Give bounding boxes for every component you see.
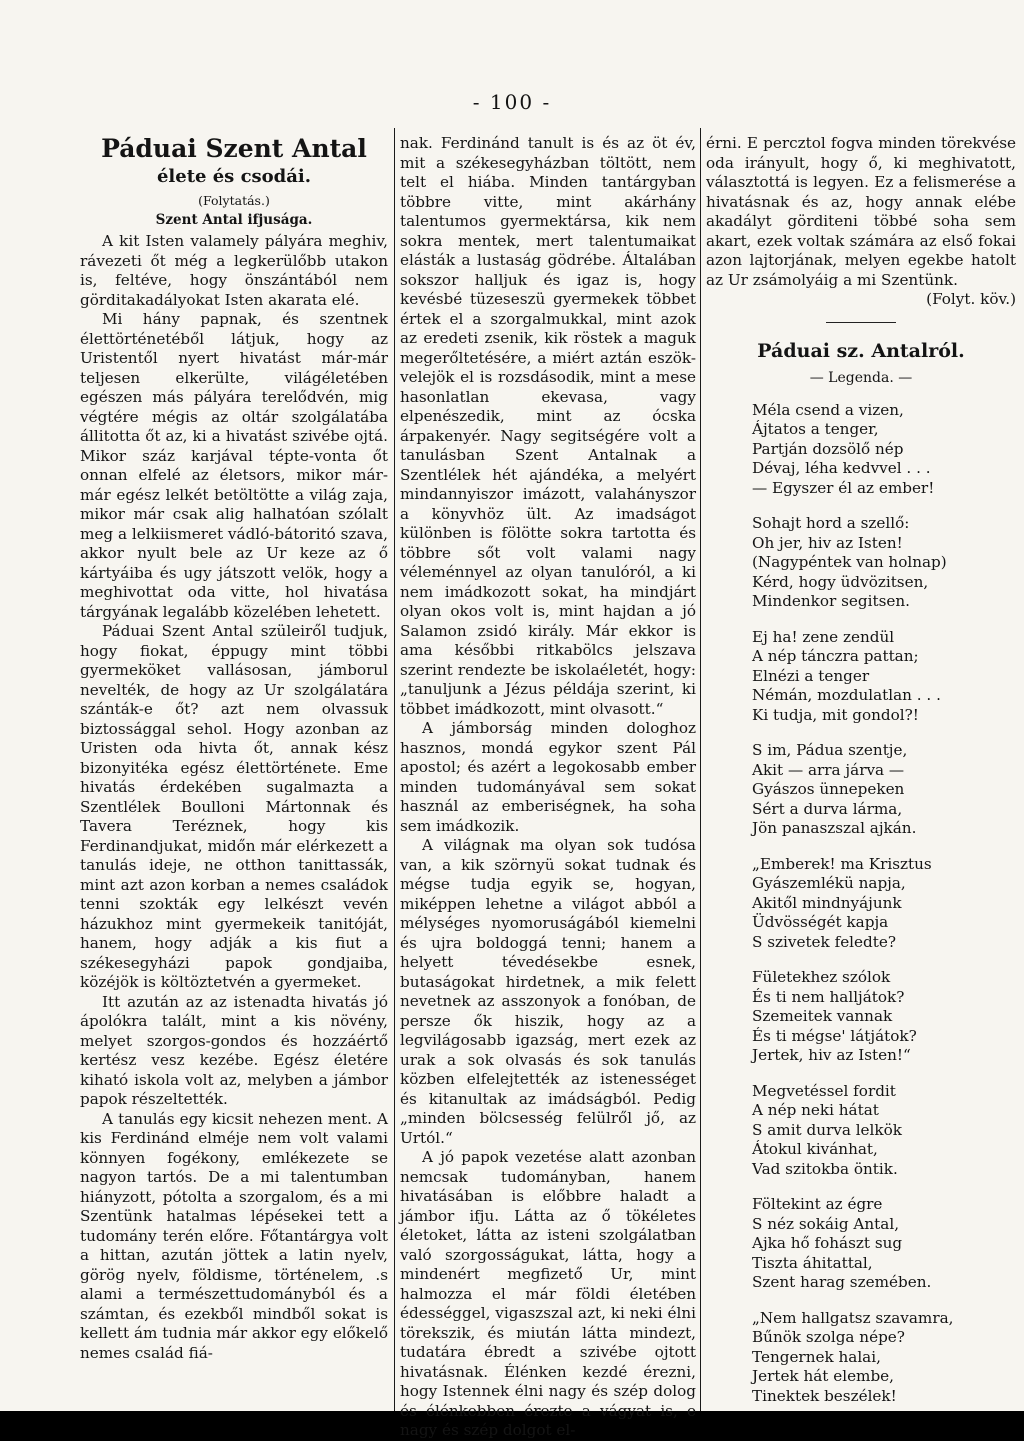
column-2 (400, 134, 696, 1441)
poem-line: Némán, mozdulatlan . . . (752, 686, 941, 704)
poem-stanza (752, 1309, 1016, 1407)
poem-stanza (752, 401, 1016, 499)
poem-line: Tinektek beszélek! (752, 1386, 897, 1405)
column-rule (394, 128, 395, 1411)
paragraph: A kit Isten valamely pályára meghiv, rávezeti őt még a legkerülőbb utakon is, feltéve, hogy önszántából nem görditakadályokat Isten akarata elé. (80, 232, 388, 309)
poem-line: Dévaj, léha kedvvel . . . (752, 459, 931, 477)
poem-stanza (752, 855, 1016, 953)
poem-line: A nép tánczra pattan; (752, 647, 919, 665)
poem-line: Sohajt hord a szellő: (752, 514, 910, 532)
poem-line: Vad szitokba öntik. (752, 1159, 898, 1178)
poem-line: Oh jer, hiv az Isten! (752, 533, 903, 552)
article-title: Páduai Szent Antal (101, 134, 367, 163)
poem-line: Tengernek halai, (752, 1347, 881, 1366)
section-divider (826, 322, 896, 323)
paragraph: Mi hány papnak, és szentnek élettörténetéből látjuk, hogy az Uristentől nyert hivatást már-már teljesen elkerülte, világéletében egészen más pályára terelődvén, mig végtére mégis az oltár szolgálatába állitotta őt az, ki a hivatást szivébe ojtá. Mikor száz karjával tépte-vonta őt onnan elfelé az életsors, mikor már-már egész lelkét betöltötte a világ zaja, mikor már csak alig halhatóan szólalt meg a lelkiismeret vádló-bátoritó szava, akkor nyult bele az Ur keze az ő kártyáiba és ugy játszott velök, hogy a meghivottat oda vitte, hol hivatása tárgyának legalább közelében lehetett. (80, 310, 388, 621)
poem-line: Jön panaszszal ajkán. (752, 819, 917, 837)
poem-line: Partján dozsölő nép (752, 439, 904, 458)
poem-line: Tiszta áhitattal, (752, 1253, 873, 1272)
poem-subtitle: — Legenda. — (809, 369, 913, 386)
paragraph: A tanulás egy kicsit nehezen ment. A kis Ferdinánd elméje nem volt valami könnyen fogékony, emlékezete se nagyon tartós. De a mi talentumban hiányzott, pótolta a szorgalom, és a mi Szentünk hatalmas lépésekei tett a tudomány terén előre. Főtantárgya volt a hittan, azután jöttek a latin nyelv, görög nyelv, földisme, történelem, .s alami a természettudományból és a számtan, és ezekből mindből sokat is kellett ám tudnia már akkor egy előkelő nemes család fiá- (80, 1109, 388, 1362)
paragraph: nak. Ferdinánd tanult is és az öt év, mit a székesegyházban töltött, nem telt el hiába. Minden tantárgyban többre vitte, mint akárhány talentumos gyermektársa, kik nem sokra mentek, mert talentumaikat elásták a lustaság gödrébe. Általában sokszor halljuk és igaz is, hogy kevésbé tüzeseszü gyermekek többet értek el a szorgalmukkal, mint azok az eredeti zsenik, kik röstek a maguk megerőltetésére, a miért aztán eszök-velejök el is rozsdásodik, mint a mese hasonlatlan ekevasa, vagy elpenészedik, mint az ócska árpakenyér. Nagy segitségére volt a tanulásban Szent Antalnak a Szentlélek hét ajándéka, a melyért mindannyiszor imázott, valahányszor a könyvhöz ült. Az imadságot különben is fölötte sokra tartotta és többre sőt volt valami nagy véleménnyel az olyan tanulóról, a ki nem imádkozott sokat, ha mindjárt olyan okos volt is, mint hajdan a jó Salamon zsidó király. Már ekkor is ama későbbi ritkabölcs jelszava szerint rendezte be iskolaéletét, hogy: „tanuljunk a Jézus példája szerint, ki többet imádkozott, mint olvasott.“ (400, 134, 696, 718)
poem-line: Szent harag szemében. (752, 1273, 932, 1291)
poem-line: S néz sokáig Antal, (752, 1214, 900, 1233)
poem-line: Bűnök szolga népe? (752, 1328, 905, 1346)
poem-line: Ájtatos a tenger, (752, 420, 879, 438)
poem-line: S amit durva lelkök (752, 1120, 902, 1139)
poem-stanza (752, 514, 1016, 612)
poem-line: Ajka hő fohászt sug (752, 1234, 903, 1252)
poem-stanza (752, 1082, 1016, 1180)
poem-line: „Emberek! ma Krisztus (752, 854, 932, 873)
poem-line: Mindenkor segitsen. (752, 592, 910, 610)
poem-line: Jertek, hiv az Isten!“ (752, 1046, 911, 1064)
poem-line: (Nagypéntek van holnap) (752, 553, 947, 571)
poem-title: Páduai sz. Antalról. (757, 339, 965, 362)
poem-line: És ti nem halljátok? (752, 987, 905, 1006)
poem-line: Föltekint az égre (752, 1195, 883, 1213)
paragraph: A jámborság minden dologhoz hasznos, mondá egykor szent Pál apostol; és azért a legokosabb ember minden tudományával sem sokat használ az emberiségnek, ha soha sem imádkozik. (400, 719, 696, 835)
poem-line: Sért a durva lárma, (752, 799, 903, 818)
continuation-note: (Folytatás.) (198, 193, 270, 208)
page-number: - 100 - (472, 90, 552, 114)
poem-line: Méla csend a vizen, (752, 400, 904, 419)
poem-line: A nép neki hátat (752, 1101, 879, 1119)
paragraph: Itt azután az az istenadta hivatás jó ápolókra talált, mint a kis növény, melyet szorgos-gondos és hozzáértő kertész vesz kezébe. Egész életére kiható iskola volt az, melyben a jámbor papok részeltették. (80, 992, 388, 1108)
poem-line: És ti mégse' látjátok? (752, 1026, 917, 1045)
paragraph: érni. E percztol fogva minden törekvése oda irányult, hogy ő, ki meghivatott, választottá is legyen. Ez a felismerése a hivatásnak és az, hogy annak elébe akadályt görditeni többé soha sem akart, ezek voltak számára az első fokai azon lajtorjának, melyen egekbe hatolt az Ur zsámolyáig a mi Szentünk. (706, 134, 1016, 289)
column-rule (700, 128, 701, 1411)
paragraph: A jó papok vezetése alatt azonban nemcsak tudományban, hanem hivatásában is előbbre haladt a jámbor ifju. Látta az ő tökéletes életoket, látta az isteni szolgálatban való szorgosságukat, látta, hogy a mindenért megfizető Ur, mint halmozza el már földi életében édességgel, vigaszszal azt, ki neki élni törekszik, és miután látta mindezt, tudatára ébredt a szivébe ojtott hivatásnak. Élénken kezdé érezni, hogy Istennek élni nagy és szép dolog és élénkebben érezte a vágyat is, e nagy és szép dolgot el- (400, 1148, 696, 1439)
to-be-continued-note: (Folyt. köv.) (926, 290, 1016, 308)
poem-line: Akitől mindnyájunk (752, 893, 902, 912)
poem-line: S szivetek feledte? (752, 932, 896, 951)
paragraph: Páduai Szent Antal szüleiről tudjuk, hogy fiokat, éppugy mint többi gyermeköket vallásosan, jámborul nevelték, de hogy az Ur szolgálatára szánták-e őt? azt nem olvassuk biztossággal sehol. Hogy azonban az Uristen oda hivta őt, annak kész bizonyitéka egész élettörténete. Eme hivatás érdekében sugalmazta a Szentlélek Boulloni Mártonnak és Tavera Teréznek, hogy kis Ferdinandjukat, midőn már elérkezett a tanulás ideje, ne otthon tanittassák, mint azt azon korban a nemes családok tenni szokták egy lelkészt vevén házukhoz mint gyermekeik tanitóját, hanem, hogy adják a kis fiut a székesegyházi papok gondjaiba, közéjök is költöztetvén a gyermeket. (80, 622, 388, 991)
poem-line: S im, Pádua szentje, (752, 741, 908, 759)
poem-line: Üdvösségét kapja (752, 913, 889, 931)
poem-line: Gyászemlékü napja, (752, 874, 906, 892)
poem-line: Elnézi a tenger (752, 666, 870, 685)
poem (706, 401, 1016, 1407)
poem-stanza (752, 1195, 1016, 1293)
poem-line: Ki tudja, mit gondol?! (752, 705, 919, 724)
poem-stanza (752, 741, 1016, 839)
poem-line: Akit — arra járva — (752, 760, 905, 779)
paragraph: A világnak ma olyan sok tudósa van, a kik szörnyü sokat tudnak és mégse tudja egyik se, hogyan, miképpen lehetne a világot abból a mélységes nyomoruságából kiemelni és ujra boldoggá tenni; hanem a helyett tévedésekbe esnek, butaságokat hirdetnek, a mik felett nevetnek az asszonyok a fonóban, de persze ők hiszik, hogy az a legvilágosabb igazság, mert ezek az urak a sok olvasás és sok tanulás közben elfelejtették az istenességet és kitanultak az imádságból. Pedig „minden bölcsesség felülről jő, az Urtól.“ (400, 836, 696, 1147)
poem-stanza (752, 628, 1016, 726)
poem-stanza (752, 968, 1016, 1066)
section-heading: Szent Antal ifjusága. (155, 212, 313, 228)
poem-line: Szemeitek vannak (752, 1007, 893, 1025)
column-1 (80, 134, 388, 1363)
poem-line: — Egyszer él az ember! (752, 478, 935, 497)
poem-line: „Nem hallgatsz szavamra, (752, 1308, 954, 1327)
poem-line: Ej ha! zene zendül (752, 627, 895, 646)
poem-line: Átokul kivánhat, (752, 1140, 878, 1158)
poem-line: Kérd, hogy üdvözitsen, (752, 572, 929, 591)
poem-line: Gyászos ünnepeken (752, 780, 905, 798)
poem-line: Megvetéssel fordit (752, 1081, 896, 1100)
poem-line: Jertek hát elembe, (752, 1367, 894, 1385)
column-3 (706, 134, 1016, 1422)
article-subtitle: élete és csodái. (156, 166, 312, 187)
poem-line: Fületekhez szólok (752, 968, 891, 986)
